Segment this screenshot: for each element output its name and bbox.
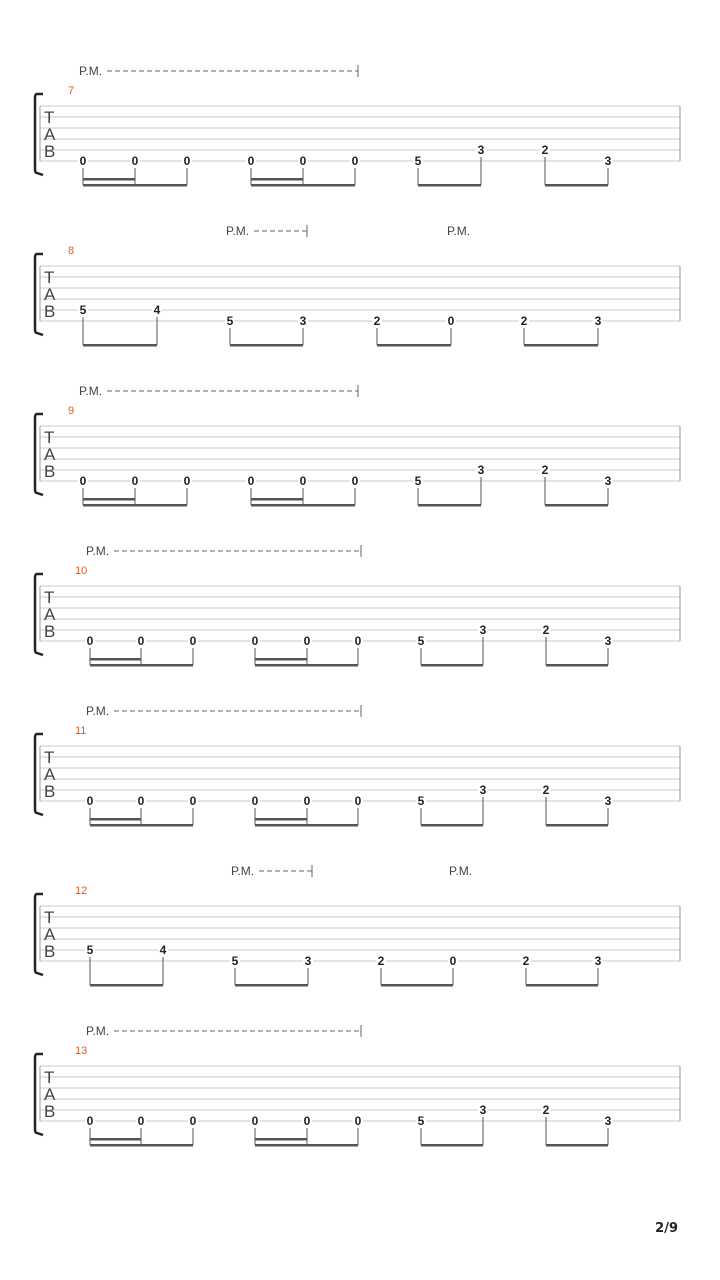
palm-mute-label: P.M. [86,704,110,718]
beam [421,824,483,827]
fret-number: 0 [79,154,87,168]
tab-clef-letter: A [44,125,56,144]
beam [83,504,187,507]
measure-number: 9 [68,405,75,417]
tab-clef-letter: B [44,142,56,161]
fret-number: 5 [417,634,425,648]
fret-number: 2 [542,783,550,797]
fret-number: 3 [594,314,602,328]
fret-number: 0 [354,794,362,808]
fret-number: 4 [159,943,167,957]
beam [83,184,187,187]
tab-clef-letter: T [44,748,55,767]
tab-clef-letter: B [44,942,56,961]
fret-number: 2 [373,314,381,328]
palm-mute-label: P.M. [231,864,255,878]
beam [235,984,308,987]
tab-clef-letter: T [44,908,55,927]
beam [255,1144,358,1147]
fret-number: 0 [354,1114,362,1128]
fret-number: 0 [137,1114,145,1128]
fret-number: 5 [79,303,87,317]
beam [524,344,598,347]
measure-number: 11 [75,725,87,737]
tab-clef-letter: B [44,782,56,801]
beam-secondary [90,1138,141,1141]
fret-number: 5 [414,474,422,488]
beam [90,824,193,827]
tab-clef-letter: A [44,765,56,784]
fret-number: 3 [594,954,602,968]
fret-number: 0 [189,1114,197,1128]
fret-number: 0 [251,634,259,648]
page-number: 2/9 [655,1221,678,1236]
beam-secondary [255,818,307,821]
fret-number: 5 [417,794,425,808]
tab-clef-letter: A [44,1085,56,1104]
fret-number: 0 [299,154,307,168]
beam [418,504,481,507]
fret-number: 0 [189,794,197,808]
beam-secondary [83,498,135,501]
beam [83,344,157,347]
beam [230,344,303,347]
fret-number: 2 [542,623,550,637]
measure-number: 13 [75,1045,88,1057]
measure-number: 10 [75,565,88,577]
fret-number: 5 [231,954,239,968]
palm-mute-label: P.M. [86,1024,110,1038]
fret-number: 2 [541,143,549,157]
palm-mute-label: P.M. [447,224,471,238]
palm-mute-label: P.M. [226,224,250,238]
fret-number: 3 [479,1103,487,1117]
beam [418,184,481,187]
fret-number: 0 [86,1114,94,1128]
measure-number: 12 [75,885,88,897]
beam [377,344,451,347]
tab-clef-letter: T [44,268,55,287]
fret-number: 0 [303,794,311,808]
measure-number: 7 [68,85,75,97]
fret-number: 0 [251,794,259,808]
fret-number: 5 [414,154,422,168]
fret-number: 3 [304,954,312,968]
beam [545,184,608,187]
tab-clef-letter: A [44,605,56,624]
fret-number: 0 [137,794,145,808]
beam-secondary [251,178,303,181]
fret-number: 3 [604,634,612,648]
fret-number: 3 [479,783,487,797]
fret-number: 5 [226,314,234,328]
fret-number: 2 [377,954,385,968]
beam [251,184,355,187]
beam [545,504,608,507]
beam [421,664,483,667]
fret-number: 2 [542,1103,550,1117]
fret-number: 3 [604,794,612,808]
fret-number: 3 [604,474,612,488]
fret-number: 4 [153,303,161,317]
beam-secondary [90,818,141,821]
fret-number: 0 [251,1114,259,1128]
fret-number: 3 [477,463,485,477]
beam [526,984,598,987]
palm-mute-label: P.M. [86,544,110,558]
fret-number: 3 [477,143,485,157]
beam [381,984,453,987]
tab-clef-letter: T [44,108,55,127]
beam [421,1144,483,1147]
fret-number: 0 [183,474,191,488]
fret-number: 0 [183,154,191,168]
fret-number: 0 [351,474,359,488]
tab-clef-letter: T [44,588,55,607]
beam-secondary [83,178,135,181]
palm-mute-label: P.M. [79,384,103,398]
beam-secondary [90,658,141,661]
fret-number: 5 [86,943,94,957]
beam-secondary [251,498,303,501]
fret-number: 0 [299,474,307,488]
measure-number: 8 [68,245,75,257]
fret-number: 3 [479,623,487,637]
fret-number: 2 [520,314,528,328]
beam [546,664,608,667]
tab-clef-letter: T [44,1068,55,1087]
beam [255,664,358,667]
fret-number: 0 [79,474,87,488]
fret-number: 2 [522,954,530,968]
fret-number: 0 [449,954,457,968]
beam [546,824,608,827]
beam-secondary [255,1138,307,1141]
fret-number: 0 [354,634,362,648]
tab-clef-letter: A [44,445,56,464]
fret-number: 0 [303,1114,311,1128]
fret-number: 3 [299,314,307,328]
fret-number: 2 [541,463,549,477]
beam [546,1144,608,1147]
tab-clef-letter: T [44,428,55,447]
fret-number: 0 [189,634,197,648]
tab-clef-letter: B [44,462,56,481]
tab-clef-letter: B [44,622,56,641]
beam [90,1144,193,1147]
palm-mute-label: P.M. [79,64,103,78]
tab-clef-letter: A [44,925,56,944]
fret-number: 0 [247,154,255,168]
fret-number: 0 [131,474,139,488]
fret-number: 0 [447,314,455,328]
fret-number: 0 [86,634,94,648]
beam [251,504,355,507]
fret-number: 0 [351,154,359,168]
tab-clef-letter: A [44,285,56,304]
tab-clef-letter: B [44,302,56,321]
beam [90,984,163,987]
fret-number: 0 [131,154,139,168]
fret-number: 0 [303,634,311,648]
beam [90,664,193,667]
fret-number: 3 [604,154,612,168]
fret-number: 0 [137,634,145,648]
fret-number: 0 [86,794,94,808]
tab-clef-letter: B [44,1102,56,1121]
fret-number: 3 [604,1114,612,1128]
fret-number: 0 [247,474,255,488]
beam-secondary [255,658,307,661]
palm-mute-label: P.M. [449,864,473,878]
beam [255,824,358,827]
fret-number: 5 [417,1114,425,1128]
